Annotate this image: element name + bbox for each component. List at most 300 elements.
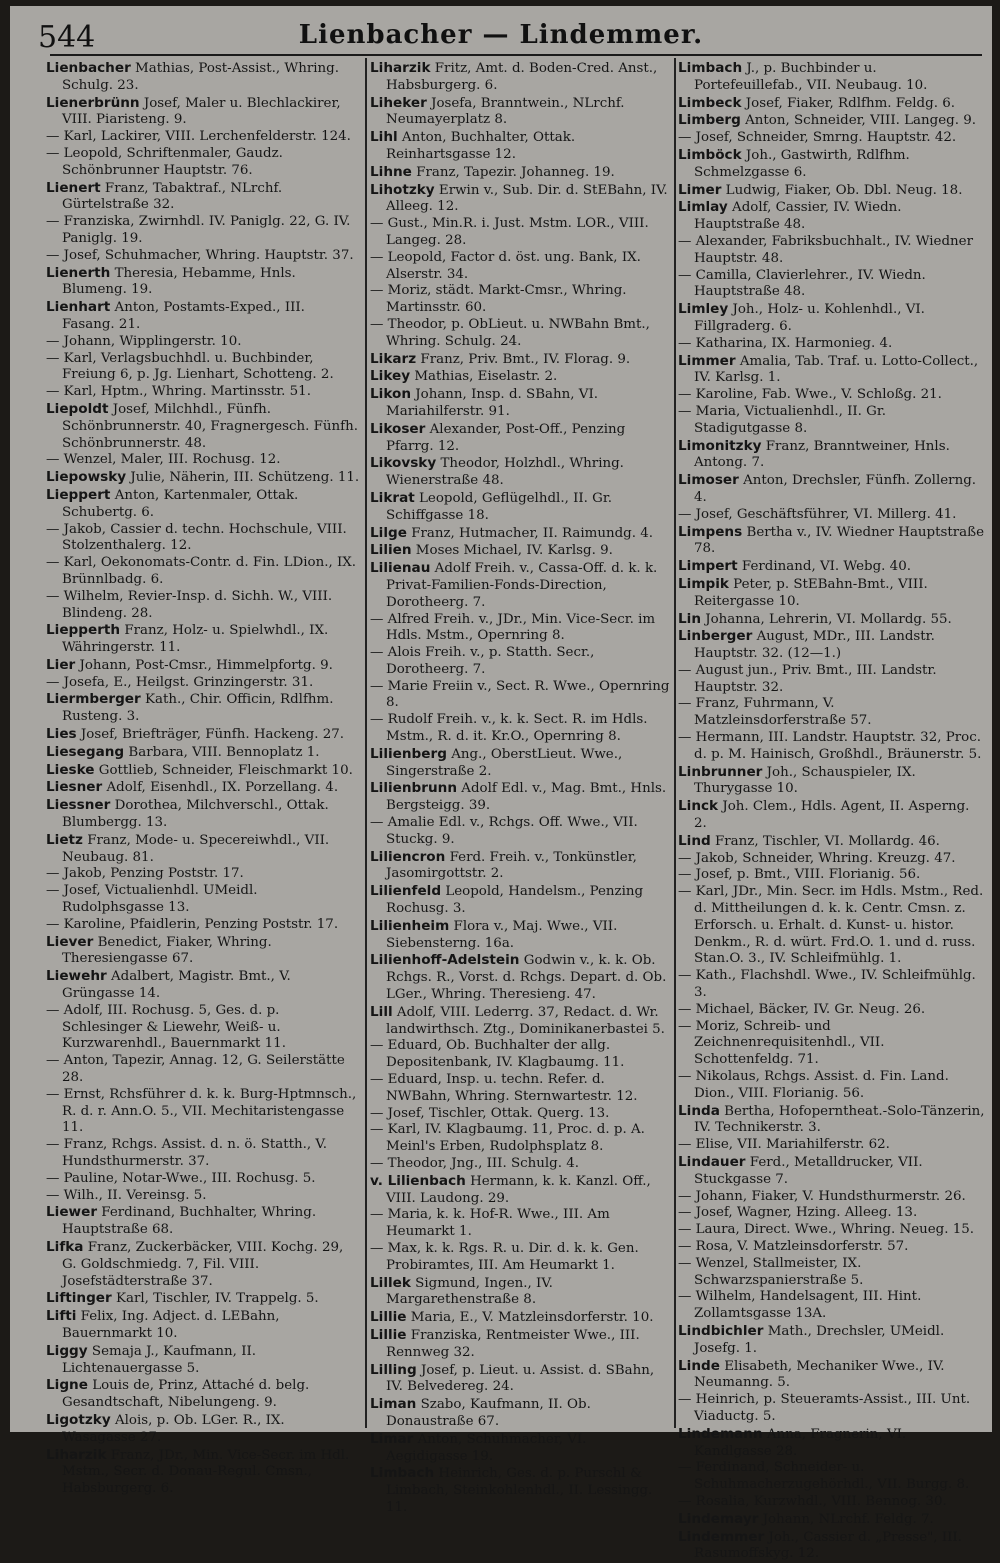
entry-details: — Ferdinand, Schneider- u. Schuhmacherzugehörhdl., VII. Burgg. 8. bbox=[678, 1460, 970, 1493]
entry-surname: Limlay bbox=[678, 199, 728, 216]
entry-details: Franz, Branntweiner, Hnls. Antong. 7. bbox=[694, 438, 950, 471]
entry-details: — Wenzel, Maler, III. Rochusg. 12. bbox=[46, 452, 281, 468]
entry-details: — Ernst, Rchsführer d. k. k. Burg-Hptmnsch., R. d. r. Ann.O. 5., VII. Mechitaristengasse 11. bbox=[46, 1086, 357, 1136]
entry-details: — Josef, p. Bmt., VIII. Florianig. 56. bbox=[678, 867, 921, 883]
entry-surname: Limberg bbox=[678, 112, 741, 129]
entry-details: Franz, Tabaktraf., NLrchf. Gürtelstraße 32. bbox=[62, 180, 283, 213]
column-1 bbox=[46, 60, 360, 1497]
entry-surname: Lindauer bbox=[678, 1154, 746, 1170]
entry-details: Anton, Drechsler, Fünfh. Zollerng. 4. bbox=[694, 473, 977, 505]
entry-details: Adalbert, Magistr. Bmt., V. Grüngasse 14. bbox=[62, 969, 291, 1002]
directory-entry bbox=[678, 1289, 986, 1323]
entry-details: Johann, Insp. d. SBahn, VI. Mariahilferstr. 91. bbox=[386, 387, 599, 419]
entry-surname: Likey bbox=[370, 368, 411, 385]
entry-details: Franziska, Rentmeister Wwe., III. Rennweg 32. bbox=[386, 1327, 640, 1360]
directory-entry bbox=[678, 833, 986, 851]
directory-entry bbox=[46, 1171, 360, 1188]
directory-entry bbox=[370, 283, 672, 317]
entry-details: — Karl, Verlagsbuchhdl. u. Buchbinder, Freiung 6, p. Jg. Lienhart, Schotteng. 2. bbox=[46, 350, 334, 383]
directory-entry bbox=[370, 1207, 672, 1241]
directory-entry bbox=[370, 849, 672, 884]
entry-surname: Ligne bbox=[46, 1377, 88, 1394]
directory-entry bbox=[370, 1122, 672, 1156]
entry-details: Adolf Freih. v., Cassa-Off. d. k. k. Privat-Familien-Fonds-Direction, Dorotheerg. 7. bbox=[386, 561, 658, 610]
directory-entry bbox=[678, 95, 986, 113]
entry-surname: Liesner bbox=[46, 779, 103, 796]
entry-details: Karl, Tischler, IV. Trappelg. 5. bbox=[111, 1291, 319, 1307]
entry-surname: Lilien bbox=[370, 542, 412, 559]
directory-entry bbox=[46, 622, 360, 657]
entry-details: Josef, Fiaker, Rdlfhm. Feldg. 6. bbox=[741, 95, 955, 111]
entry-surname: Lilienhoff-Adelstein bbox=[370, 952, 520, 969]
directory-entry bbox=[46, 691, 360, 726]
directory-entry bbox=[678, 301, 986, 336]
directory-page bbox=[10, 6, 992, 1562]
entry-surname: Likrat bbox=[370, 489, 415, 506]
entry-surname: Lienerth bbox=[46, 264, 111, 281]
entry-details: Franz, Priv. Bmt., IV. Florag. 9. bbox=[416, 351, 631, 367]
entry-surname: Linberger bbox=[678, 628, 753, 645]
entry-surname: Lietz bbox=[46, 831, 83, 848]
entry-details: Mathias, Post-Assist., Whring. Schulg. 23. bbox=[62, 61, 339, 93]
entry-surname: Linda bbox=[678, 1102, 720, 1119]
entry-surname: Lihotzky bbox=[370, 181, 435, 198]
entry-details: Franz, Zuckerbäcker, VIII. Kochg. 29, G. Goldschmiedg. 7, Fil. VIII. Josefstädterstraße 37. bbox=[62, 1239, 344, 1289]
directory-entry bbox=[46, 779, 360, 797]
entry-details: Joh., Cassier d. „Presse", III. Rasumoffskyg. 12. bbox=[694, 1529, 962, 1562]
directory-entry bbox=[678, 199, 986, 234]
directory-entry bbox=[46, 95, 360, 130]
directory-entry bbox=[370, 250, 672, 284]
entry-details: — Moriz, städt. Markt-Cmsr., Whring. Martinsstr. 60. bbox=[370, 283, 627, 316]
entry-details: — Josef, Victualienhdl. UMeidl. Rudolphsgasse 13. bbox=[46, 883, 258, 916]
directory-entry bbox=[678, 1239, 986, 1256]
directory-entry bbox=[370, 525, 672, 543]
directory-entry bbox=[370, 368, 672, 386]
entry-details: Josef, p. Lieut. u. Assist. d. SBahn, IV. Belvedereg. 24. bbox=[386, 1362, 655, 1395]
entry-surname: v. Lilienbach bbox=[370, 1172, 466, 1189]
entry-surname: Liharzik bbox=[370, 60, 431, 76]
entry-surname: Lindemayr bbox=[678, 1510, 759, 1527]
directory-entry bbox=[46, 351, 360, 385]
directory-entry bbox=[678, 1392, 986, 1426]
entry-surname: Lifti bbox=[46, 1308, 77, 1325]
entry-surname: Limpens bbox=[678, 523, 743, 540]
entry-surname: Limonitzky bbox=[678, 437, 762, 454]
directory-entry bbox=[46, 1003, 360, 1053]
entry-surname: Lienert bbox=[46, 179, 101, 196]
entry-details: Josefa, Branntwein., NLrchf. Neumayerplatz 8. bbox=[386, 95, 625, 128]
directory-entry bbox=[46, 60, 360, 95]
directory-entry bbox=[46, 334, 360, 351]
directory-entry bbox=[46, 487, 360, 522]
entry-details: Johann, Post-Cmsr., Himmelpfortg. 9. bbox=[75, 657, 333, 673]
directory-entry bbox=[678, 1137, 986, 1154]
directory-entry bbox=[46, 384, 360, 401]
directory-entry bbox=[678, 798, 986, 833]
entry-surname: Liepoldt bbox=[46, 400, 109, 417]
entry-details: — Maria, Victualienhdl., II. Gr. Stadigutgasse 8. bbox=[678, 403, 887, 436]
entry-surname: Lilienau bbox=[370, 560, 431, 577]
directory-entry bbox=[678, 764, 986, 799]
entry-details: — Michael, Bäcker, IV. Gr. Neug. 26. bbox=[678, 1001, 926, 1017]
entry-details: Maria, E., V. Matzleinsdorferstr. 10. bbox=[406, 1310, 654, 1326]
directory-entry bbox=[370, 679, 672, 713]
entry-surname: Ligotzky bbox=[46, 1411, 111, 1428]
header-rule bbox=[50, 54, 982, 56]
directory-entry bbox=[370, 712, 672, 746]
directory-entry bbox=[46, 248, 360, 265]
entry-details: Ferdinand, VI. Webg. 40. bbox=[737, 559, 911, 575]
entry-surname: Lihl bbox=[370, 129, 398, 146]
entry-details: Anton, Buchhalter, Ottak. Reinhartsgasse 12. bbox=[386, 130, 576, 162]
entry-details: Bertha, Hofopernthеat.-Solo-Tänzerin, IV. Technikerstr. 3. bbox=[694, 1103, 985, 1136]
directory-entry bbox=[678, 1069, 986, 1103]
entry-details: — Jakob, Cassier d. techn. Hochschule, VIII. Stolzenthalerg. 12. bbox=[46, 521, 347, 554]
entry-details: — Eduard, Ob. Buchhalter der allg. Depositenbank, IV. Klagbaumg. 11. bbox=[370, 1038, 625, 1071]
entry-details: — Kath., Flachshdl. Wwe., IV. Schleifmühlg. 3. bbox=[678, 968, 976, 1001]
entry-surname: Lilienheim bbox=[370, 917, 450, 934]
entry-details: — Max, k. k. Rgs. R. u. Dir. d. k. k. Gen. Probiramtes, III. Am Heumarkt 1. bbox=[370, 1240, 639, 1273]
directory-entry bbox=[46, 214, 360, 248]
directory-entry bbox=[678, 576, 986, 611]
directory-entry bbox=[370, 455, 672, 490]
directory-entry bbox=[46, 555, 360, 589]
entry-surname: Liftinger bbox=[46, 1290, 112, 1307]
entry-surname: Liever bbox=[46, 933, 94, 950]
directory-entry bbox=[370, 746, 672, 781]
entry-details: Julie, Näherin, III. Schützeng. 11. bbox=[126, 470, 360, 486]
entry-details: Ferd. Freih. v., Tonkünstler, Jasomirgottstr. 2. bbox=[386, 849, 637, 882]
entry-details: — Anton, Tapezir, Annag. 12, G. Seilerstätte 28. bbox=[46, 1053, 345, 1086]
directory-entry bbox=[370, 1106, 672, 1123]
entry-details: Adolf Edl. v., Mag. Bmt., Hnls. Bergsteigg. 39. bbox=[386, 781, 667, 814]
entry-surname: Liewer bbox=[46, 1204, 98, 1221]
entry-details: Joh., Holz- u. Kohlenhdl., VI. Fillgraderg. 6. bbox=[694, 302, 925, 334]
directory-entry bbox=[678, 730, 986, 764]
directory-entry bbox=[370, 645, 672, 679]
directory-entry bbox=[370, 883, 672, 918]
directory-entry bbox=[370, 952, 672, 1003]
entry-details: Hermann, k. k. Kanzl. Off., VIII. Laudong. 29. bbox=[386, 1173, 651, 1206]
directory-entry bbox=[370, 1309, 672, 1327]
directory-entry bbox=[46, 1053, 360, 1087]
entry-details: — Rudolf Freih. v., k. k. Sect. R. im Hdls. Mstm., R. d. it. Kr.O., Opernring 8. bbox=[370, 712, 648, 745]
directory-entry bbox=[46, 883, 360, 917]
directory-entry bbox=[46, 401, 360, 452]
entry-details: Ferd., Metalldrucker, VII. Stuckgasse 7. bbox=[694, 1155, 923, 1187]
directory-entry bbox=[46, 1204, 360, 1239]
directory-entry bbox=[370, 612, 672, 646]
entry-details: Franz, Holz- u. Spielwhdl., IX. Währingerstr. 11. bbox=[62, 623, 329, 656]
directory-entry bbox=[370, 490, 672, 525]
column-divider bbox=[674, 58, 676, 1428]
directory-entry bbox=[678, 1529, 986, 1563]
directory-entry bbox=[370, 1072, 672, 1106]
entry-details: — Rosalia, Kurzwhdl., VIII. Bennog. 30. bbox=[678, 1493, 947, 1509]
directory-entry bbox=[46, 1377, 360, 1412]
column-3 bbox=[678, 60, 986, 1562]
directory-entry bbox=[678, 1103, 986, 1138]
entry-details: Moses Michael, IV. Karlsg. 9. bbox=[411, 543, 613, 559]
entry-surname: Lilge bbox=[370, 524, 407, 541]
entry-details: — Franz, Fuhrmann, V. Matzleinsdorferstraße 57. bbox=[678, 696, 872, 729]
entry-details: — Josef, Geschäftsführer, VI. Millerg. 41. bbox=[678, 506, 957, 522]
directory-entry bbox=[678, 968, 986, 1002]
directory-entry bbox=[46, 299, 360, 334]
entry-details: Theresia, Hebamme, Hnls. Blumeng. 19. bbox=[62, 265, 296, 298]
directory-entry bbox=[678, 558, 986, 576]
directory-entry bbox=[370, 1431, 672, 1466]
entry-details: — Adolf, III. Rochusg. 5, Ges. d. p. Schlesinger & Liewehr, Weiß- u. Kurzwarenhdl., Bauernmarkt 11. bbox=[46, 1002, 286, 1052]
entry-surname: Liessner bbox=[46, 797, 111, 814]
entry-details: Mathias, Eiselastr. 2. bbox=[410, 369, 558, 385]
directory-entry bbox=[678, 268, 986, 302]
entry-surname: Limley bbox=[678, 301, 729, 318]
entry-surname: Lieppert bbox=[46, 486, 111, 503]
entry-surname: Liliencron bbox=[370, 848, 446, 865]
entry-details: — Johann, Wipplingerstr. 10. bbox=[46, 333, 242, 349]
entry-details: — Leopold, Schriftenmaler, Gaudz. Schönbrunner Hauptstr. 76. bbox=[46, 145, 283, 178]
directory-entry bbox=[46, 1343, 360, 1378]
entry-surname: Lienhart bbox=[46, 299, 111, 316]
entry-details: Ang., OberstLieut. Wwe., Singerstraße 2. bbox=[386, 746, 623, 779]
entry-surname: Lill bbox=[370, 1003, 393, 1020]
entry-surname: Limmer bbox=[678, 352, 736, 369]
entry-surname: Lies bbox=[46, 726, 77, 743]
directory-entry bbox=[678, 387, 986, 404]
directory-entry bbox=[370, 1327, 672, 1362]
entry-surname: Lillie bbox=[370, 1309, 407, 1326]
directory-entry bbox=[678, 438, 986, 473]
directory-entry bbox=[46, 1308, 360, 1343]
directory-entry bbox=[678, 1494, 986, 1511]
directory-entry bbox=[46, 1137, 360, 1171]
directory-entry bbox=[678, 147, 986, 182]
entry-details: Heinrich, Ges. d. p. Purschl & Limbach, Steinkohlenhdl., II. Lessingg. 11. bbox=[386, 1466, 653, 1515]
directory-entry bbox=[46, 1087, 360, 1137]
entry-details: — Johann, Fiaker, V. Hundsthurmerstr. 26. bbox=[678, 1188, 966, 1204]
directory-entry bbox=[370, 421, 672, 456]
entry-details: — Wilhelm, Revier-Insp. d. Sichh. W., VIII. Blindeng. 28. bbox=[46, 588, 333, 621]
directory-entry bbox=[46, 797, 360, 832]
entry-details: Anton, Schneider, VIII. Langeg. 9. bbox=[740, 113, 976, 129]
entry-details: Leopold, Geflügelhdl., II. Gr. Schiffgasse 18. bbox=[386, 490, 613, 523]
directory-entry bbox=[46, 934, 360, 969]
entry-surname: Liman bbox=[370, 1396, 417, 1413]
entry-details: J., p. Buchbinder u. Portefeuillefab., VII. Neubaug. 10. bbox=[694, 61, 928, 93]
directory-entry bbox=[370, 1275, 672, 1310]
entry-details: Elisabeth, Mechaniker Wwe., IV. Neumanng. 5. bbox=[694, 1358, 945, 1391]
entry-details: Peter, p. StEBahn-Bmt., VIII. Reitergasse 10. bbox=[694, 576, 928, 609]
entry-details: — Karl, IV. Klagbaumg. 11, Proc. d. p. A. Meinl's Erben, Rudolphsplatz 8. bbox=[370, 1122, 645, 1155]
entry-details: Franz, Tapezir. Johanneg. 19. bbox=[411, 164, 615, 180]
directory-entry bbox=[678, 353, 986, 388]
directory-entry bbox=[678, 507, 986, 524]
directory-entry bbox=[370, 129, 672, 164]
entry-surname: Lillie bbox=[370, 1326, 407, 1343]
directory-entry bbox=[678, 112, 986, 130]
entry-surname: Likon bbox=[370, 386, 412, 403]
entry-details: — August jun., Priv. Bmt., III. Landstr. Hauptstr. 32. bbox=[678, 662, 937, 695]
entry-details: — Amalie Edl. v., Rchgs. Off. Wwe., VII. Stuckg. 9. bbox=[370, 815, 638, 847]
directory-entry bbox=[678, 1426, 986, 1461]
directory-entry bbox=[46, 762, 360, 780]
entry-surname: Lilienberg bbox=[370, 745, 447, 762]
directory-entry bbox=[678, 1358, 986, 1393]
entry-details: — Franz, Rchgs. Assist. d. n. ö. Statth., V. Hundsthurmerstr. 37. bbox=[46, 1137, 327, 1169]
directory-entry bbox=[370, 386, 672, 421]
directory-entry bbox=[678, 1323, 986, 1358]
entry-details: Adolf, Cassier, IV. Wiedn. Hauptstraße 48. bbox=[694, 200, 902, 233]
entry-details: — Alexander, Fabriksbuchhalt., IV. Wiedner Hauptstr. 48. bbox=[678, 233, 973, 266]
directory-entry bbox=[46, 146, 360, 180]
directory-entry bbox=[370, 1465, 672, 1516]
directory-entry bbox=[370, 60, 672, 95]
entry-details: Barbara, VIII. Bennoplatz 1. bbox=[124, 744, 320, 760]
entry-details: — Gust., Min.R. i. Just. Mstm. LOR., VIII. Langeg. 28. bbox=[370, 216, 649, 248]
entry-surname: Liewehr bbox=[46, 968, 107, 985]
directory-entry bbox=[46, 452, 360, 469]
entry-details: Ludwig, Fiaker, Ob. Dbl. Neug. 18. bbox=[721, 182, 963, 198]
directory-entry bbox=[46, 129, 360, 146]
entry-details: — Josef, Tischler, Ottak. Querg. 13. bbox=[370, 1105, 610, 1121]
entry-details: Josef, Maler u. Blechlackirer, VIII. Piaristeng. 9. bbox=[62, 95, 341, 128]
page-number: 544 bbox=[38, 20, 96, 55]
entry-surname: Liggy bbox=[46, 1342, 88, 1359]
directory-entry bbox=[370, 164, 672, 182]
directory-entry bbox=[678, 1256, 986, 1290]
entry-details: Louis de, Prinz, Attaché d. belg. Gesandtschaft, Nibelungeng. 9. bbox=[62, 1378, 310, 1411]
directory-entry bbox=[370, 1396, 672, 1431]
directory-entry bbox=[678, 336, 986, 353]
entry-details: — Maria, k. k. Hof-R. Wwe., III. Am Heumarkt 1. bbox=[370, 1207, 610, 1240]
entry-details: Franz, JDr., Min. Vice-Secr. im Hdl. Mstm., Secr. d. Donau-Regul. Cmsn., Habsburgerg. 6. bbox=[62, 1447, 350, 1497]
directory-entry bbox=[678, 884, 986, 968]
directory-entry bbox=[678, 182, 986, 200]
entry-details: Anton, Schuhmacher, VI. Aegidigasse 19. bbox=[386, 1431, 587, 1464]
entry-details: Math., Drechsler, UMeidl. Josefg. 1. bbox=[694, 1323, 945, 1356]
entry-details: — Leopold, Factor d. öst. ung. Bank, IX. Alserstr. 34. bbox=[370, 249, 641, 282]
entry-surname: Lienbacher bbox=[46, 60, 131, 76]
entry-details: Josef, Milchhdl., Fünfh. Schönbrunnerstr. 40, Fragnergesch. Fünfh. Schönbrunnerstr. 48. bbox=[62, 401, 358, 451]
entry-surname: Liepowsky bbox=[46, 469, 127, 486]
directory-entry bbox=[46, 1239, 360, 1290]
directory-entry bbox=[370, 542, 672, 560]
directory-entry bbox=[46, 469, 360, 487]
entry-details: — Theodor, Jng., III. Schulg. 4. bbox=[370, 1156, 580, 1171]
directory-entry bbox=[46, 675, 360, 692]
entry-details: — Eduard, Insp. u. techn. Refer. d. NWBahn, Whring. Sternwartestr. 12. bbox=[370, 1072, 638, 1104]
directory-entry bbox=[678, 1205, 986, 1222]
directory-entry bbox=[370, 351, 672, 369]
entry-details: — Laura, Direct. Wwe., Whring. Neueg. 15. bbox=[678, 1222, 975, 1238]
directory-entry bbox=[370, 1038, 672, 1072]
entry-details: Alois, p. Ob. LGer. R., IX. Wasagasse 27. bbox=[62, 1412, 285, 1445]
directory-entry bbox=[46, 744, 360, 762]
directory-entry bbox=[370, 918, 672, 953]
directory-entry bbox=[46, 180, 360, 215]
entry-details: — Moriz, Schreib- und Zeichnenrequisitenhdl., VII. Schottenfeldg. 71. bbox=[678, 1018, 885, 1068]
entry-details: — Wenzel, Stallmeister, IX. Schwarzspanierstraße 5. bbox=[678, 1255, 864, 1288]
directory-entry bbox=[678, 472, 986, 507]
entry-surname: Limpert bbox=[678, 558, 738, 575]
directory-entry bbox=[678, 611, 986, 629]
entry-surname: Limpik bbox=[678, 575, 729, 592]
entry-details: Joh., Schauspieler, IX. Thurygasse 10. bbox=[694, 764, 916, 797]
entry-details: — Theodor, p. ObLieut. u. NWBahn Bmt., Whring. Schulg. 24. bbox=[370, 316, 650, 349]
entry-details: — Karl, Lackirer, VIII. Lerchenfelderstr. 124. bbox=[46, 129, 351, 145]
directory-entry bbox=[678, 867, 986, 884]
entry-details: Adolf, Eisenhdl., IX. Porzellang. 4. bbox=[102, 780, 339, 796]
entry-details: — Hermann, III. Landstr. Hauptstr. 32, Proc. d. p. M. Hainisch, Großhdl., Bräunerstr. 5. bbox=[678, 730, 982, 762]
entry-details: Dorothea, Milchverschl., Ottak. Blumbergg. 13. bbox=[62, 798, 329, 831]
directory-entry bbox=[678, 1222, 986, 1239]
entry-details: Szabo, Kaufmann, II. Ob. Donaustraße 67. bbox=[386, 1397, 591, 1429]
entry-details: — Josefa, E., Heilgst. Grinzingerstr. 31. bbox=[46, 674, 314, 690]
entry-details: — Marie Freiin v., Sect. R. Wwe., Opernring 8. bbox=[370, 678, 670, 711]
directory-entry bbox=[370, 560, 672, 611]
directory-entry bbox=[370, 216, 672, 250]
directory-entry bbox=[46, 1188, 360, 1205]
entry-details: Anton, Postamts-Exped., III. Fasang. 21. bbox=[62, 300, 305, 332]
directory-entry bbox=[678, 1154, 986, 1189]
entry-details: Anton, Kartenmaler, Ottak. Schubertg. 6. bbox=[62, 487, 299, 520]
entry-details: — Wilh., II. Vereinsg. 5. bbox=[46, 1187, 207, 1203]
entry-surname: Lindemmer bbox=[678, 1528, 765, 1545]
entry-details: Adolf, VIII. Lederrg. 37, Redact. d. Wr. landwirthsch. Ztg., Dominikanerbastei 5. bbox=[386, 1004, 665, 1037]
entry-details: Anna, Fragnerin, VI. Kandlgasse 28. bbox=[694, 1426, 907, 1459]
directory-entry bbox=[46, 968, 360, 1003]
entry-surname: Liesegang bbox=[46, 743, 125, 760]
entry-surname: Lindemann bbox=[678, 1425, 763, 1442]
directory-entry bbox=[46, 589, 360, 623]
entry-surname: Lienerbrünn bbox=[46, 94, 140, 111]
entry-details: — Karl, JDr., Min. Secr. im Hdls. Mstm., Red. d. Mittheilungen d. k. k. Centr. Cmsn. z. Erforsch. u. Erhalt. d. Kunst- u. histor. Denkm., R. d. würt. Frd.O. 1. und d. russ. Stan.O. 3., IV. Schleifmühlg. 1. bbox=[678, 884, 984, 967]
entry-details: — Pauline, Notar-Wwe., III. Rochusg. 5. bbox=[46, 1170, 316, 1186]
column-2 bbox=[370, 60, 672, 1515]
entry-details: — Nikolaus, Rchgs. Assist. d. Fin. Land. Dion., VIII. Florianig. 56. bbox=[678, 1069, 949, 1101]
directory-entry bbox=[370, 1156, 672, 1173]
entry-details: August, MDr., III. Landstr. Hauptstr. 32. (12—1.) bbox=[694, 629, 935, 662]
directory-entry bbox=[678, 1460, 986, 1494]
entry-details: Theodor, Holzhdl., Whring. Wienerstraße 48. bbox=[386, 456, 624, 489]
entry-surname: Liepperth bbox=[46, 622, 121, 639]
entry-surname: Liermberger bbox=[46, 691, 141, 708]
entry-details: Bertha v., IV. Wiedner Hauptstraße 78. bbox=[694, 524, 985, 557]
page-title: Lienbacher — Lindemmer. bbox=[298, 20, 704, 50]
directory-entry bbox=[46, 1447, 360, 1498]
entry-surname: Likovsky bbox=[370, 455, 437, 472]
directory-entry bbox=[370, 780, 672, 815]
entry-surname: Limoser bbox=[678, 472, 739, 489]
entry-surname: Limar bbox=[370, 1430, 414, 1447]
entry-surname: Limer bbox=[678, 181, 722, 198]
entry-details: — Wilhelm, Handelsagent, III. Hint. Zollamtsgasse 13A. bbox=[678, 1289, 922, 1322]
entry-surname: Likoser bbox=[370, 420, 426, 437]
entry-details: Godwin v., k. k. Ob. Rchgs. R., Vorst. d. Rchgs. Depart. d. Ob. LGer., Whring. Theresieng. 47. bbox=[386, 953, 667, 1003]
directory-entry bbox=[678, 1019, 986, 1069]
directory-entry bbox=[46, 917, 360, 934]
entry-details: Flora v., Maj. Wwe., VII. Siebensterng. 16a. bbox=[386, 918, 618, 951]
directory-entry bbox=[678, 851, 986, 868]
directory-entry bbox=[370, 1004, 672, 1039]
directory-entry bbox=[678, 234, 986, 268]
entry-details: Semaja J., Kaufmann, II. Lichtenauergasse 5. bbox=[62, 1343, 257, 1376]
entry-details: — Alois Freih. v., p. Statth. Secr., Dorotheerg. 7. bbox=[370, 645, 595, 677]
entry-surname: Lin bbox=[678, 610, 701, 627]
directory-entry bbox=[678, 628, 986, 663]
